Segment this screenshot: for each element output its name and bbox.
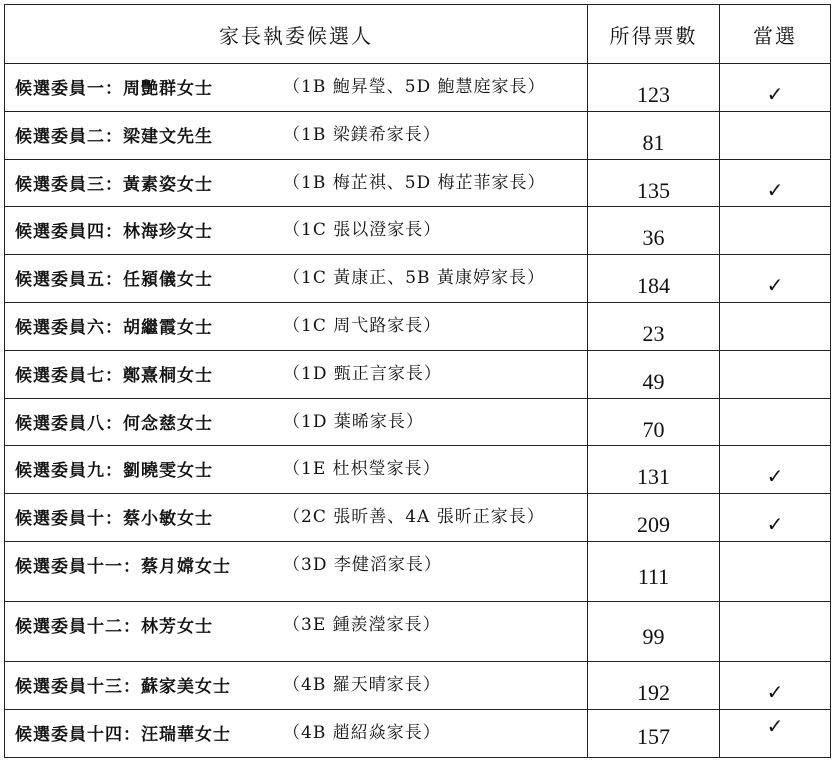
candidate-parent-note: （1D 甄正言家長） [283,363,442,384]
elected-cell [720,64,831,112]
candidate-name: 候選委員五：任潁儀女士 [15,270,213,291]
candidate-name: 候選委員六：胡繼霞女士 [15,317,213,338]
candidate-name: 候選委員七：鄭熹桐女士 [15,365,213,386]
check-icon: ✓ [766,679,784,704]
candidate-cell [5,255,588,303]
elected-cell [720,159,831,207]
vote-count: 123 [588,64,720,112]
elected-cell [720,494,831,542]
candidate-cell [5,494,588,542]
table-row [5,446,831,494]
check-icon: ✓ [766,82,784,106]
vote-count: 23 [588,302,720,350]
candidate-parent-note: （1B 梅芷祺、5D 梅芷菲家長） [283,172,546,193]
table-row [5,398,831,446]
candidate-name: 候選委員九：劉曉雯女士 [15,461,213,482]
candidate-name: 候選委員二：梁建文先生 [15,126,213,147]
candidate-cell [5,541,588,601]
candidate-parent-note: （1B 鮑昇瑩、5D 鮑慧庭家長） [283,77,546,97]
elected-cell [720,350,831,398]
header-votes: 所得票數 [588,5,720,64]
candidate-parent-note: （1C 周弋路家長） [283,315,442,336]
vote-count: 99 [588,601,720,661]
candidate-name: 候選委員十：蔡小敏女士 [15,509,213,530]
candidate-parent-note: （3E 鍾羨瀅家長） [283,614,441,635]
elected-cell [720,398,831,446]
candidate-name: 候選委員十三：蘇家美女士 [15,676,231,697]
candidate-name: 候選委員十二：林芳女士 [15,616,213,637]
candidate-parent-note: （2C 張昕善、4A 張昕正家長） [283,507,545,528]
table-row [5,709,831,757]
candidate-parent-note: （4B 趙紹焱家長） [283,722,441,743]
candidate-name: 候選委員十一：蔡月嫦女士 [15,556,231,577]
vote-count: 209 [588,494,720,542]
vote-count: 135 [588,159,720,207]
elected-cell [720,207,831,255]
vote-count: 184 [588,255,720,303]
vote-count: 81 [588,111,720,159]
candidate-parent-note: （3D 李健滔家長） [283,554,442,575]
candidate-cell [5,446,588,494]
table-row [5,159,831,207]
table-row [5,350,831,398]
candidate-name: 候選委員四：林海珍女士 [15,222,213,243]
vote-count: 49 [588,350,720,398]
candidate-cell [5,398,588,446]
results-body [5,64,831,758]
candidate-cell [5,661,588,709]
check-icon: ✓ [766,177,784,202]
vote-count: 192 [588,661,720,709]
vote-count: 131 [588,446,720,494]
table-row [5,64,831,112]
elected-cell [720,661,831,709]
candidate-cell [5,159,588,207]
candidate-cell [5,350,588,398]
candidate-parent-note: （1C 張以澄家長） [283,220,442,241]
header-elected: 當選 [720,5,831,64]
candidate-cell [5,709,588,757]
table-row [5,111,831,159]
candidate-name: 候選委員三：黃素姿女士 [15,174,213,195]
candidate-name: 候選委員八：何念慈女士 [15,413,213,434]
candidate-parent-note: （1C 黃康正、5B 黃康婷家長） [283,268,545,289]
candidate-parent-note: （1E 杜枳瑩家長） [283,459,441,480]
candidate-name: 候選委員一：周艷群女士 [15,79,213,99]
candidate-parent-note: （4B 羅天晴家長） [283,674,441,695]
elected-cell [720,541,831,601]
candidate-cell [5,601,588,661]
check-icon: ✓ [766,713,784,738]
candidate-parent-note: （1B 梁鎂希家長） [283,124,441,145]
vote-count: 70 [588,398,720,446]
header-candidate: 家長執委候選人 [5,5,588,64]
check-icon: ✓ [766,464,784,489]
table-row [5,661,831,709]
elected-cell [720,446,831,494]
table-row [5,494,831,542]
table-row [5,302,831,350]
election-results-table [4,4,831,758]
candidate-cell [5,302,588,350]
header-row [5,5,831,64]
vote-count: 111 [588,541,720,601]
candidate-cell [5,111,588,159]
vote-count: 36 [588,207,720,255]
elected-cell [720,302,831,350]
table-row [5,541,831,601]
candidate-name: 候選委員十四：汪瑞華女士 [15,724,231,745]
candidate-cell [5,207,588,255]
table-row [5,255,831,303]
elected-cell [720,601,831,661]
candidate-parent-note: （1D 葉晞家長） [283,411,424,432]
elected-cell [720,709,831,757]
check-icon: ✓ [766,273,784,298]
table-row [5,601,831,661]
elected-cell [720,255,831,303]
vote-count: 157 [588,709,720,757]
check-icon: ✓ [766,512,784,537]
candidate-cell [5,64,588,112]
elected-cell [720,111,831,159]
table-row [5,207,831,255]
